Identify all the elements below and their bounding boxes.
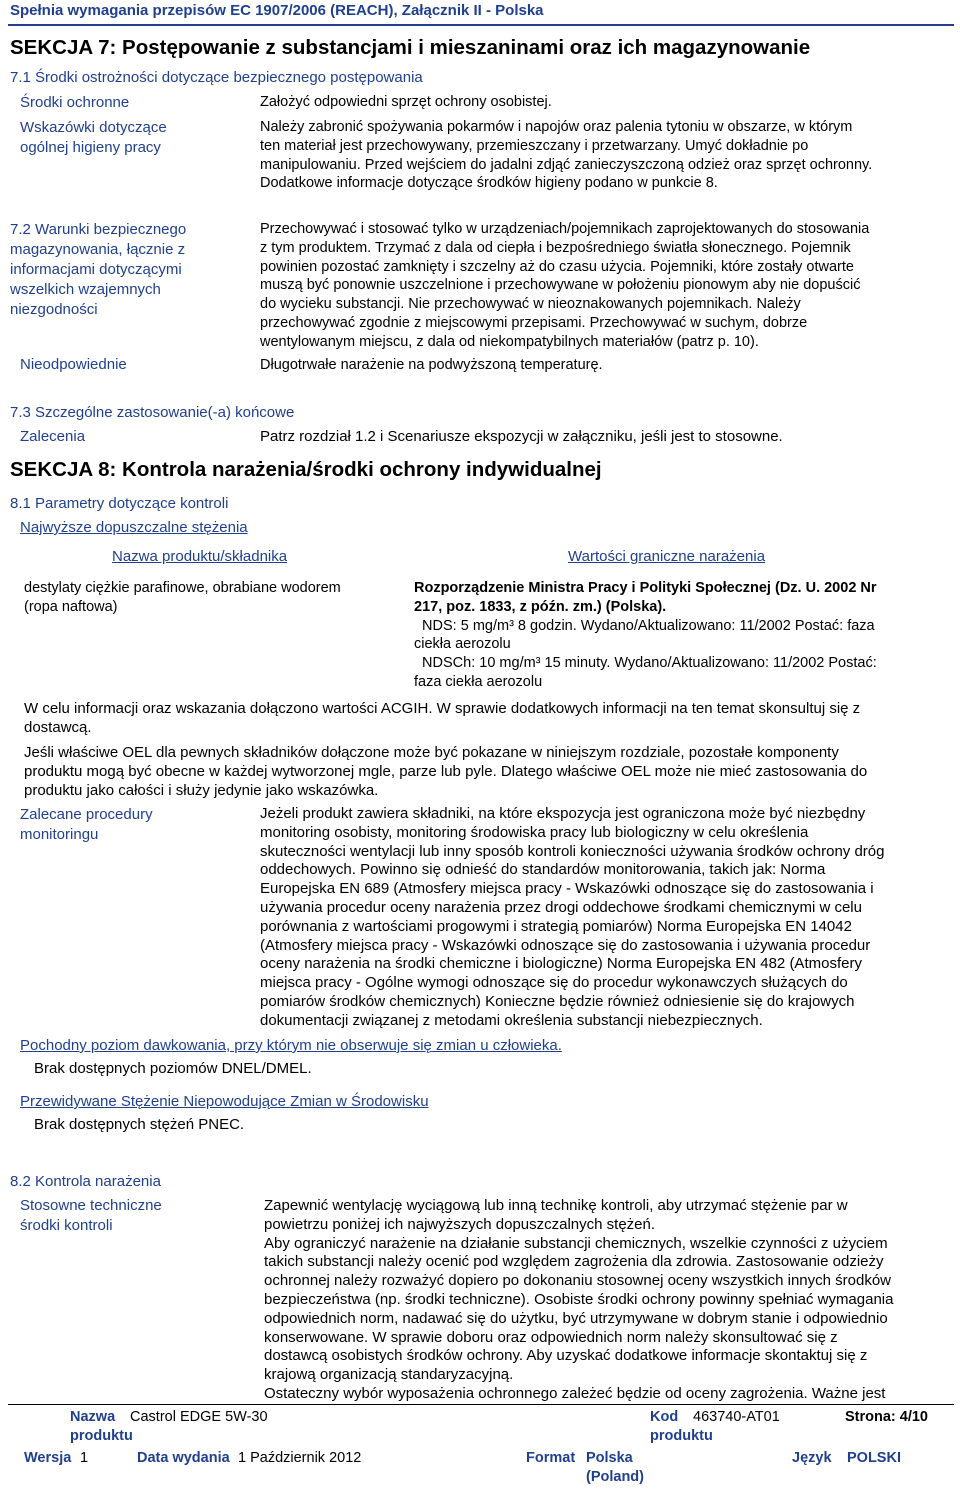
- storage-conditions-text: [260, 220, 869, 352]
- engineering-controls-text: [264, 1197, 893, 1404]
- footer-product-name-label: [70, 1408, 133, 1446]
- monitoring-text: [260, 805, 884, 1031]
- footer-format-label: Format: [526, 1450, 576, 1466]
- label-line: produktu: [650, 1428, 713, 1444]
- protective-measures-label: Środki ochronne: [20, 94, 130, 111]
- unsuitable-label: Nieodpowiednie: [20, 356, 127, 373]
- section-7-2-heading: [10, 220, 186, 320]
- footer-date: 1 Październik 2012: [238, 1450, 362, 1466]
- table-col-limits: Wartości graniczne narażenia: [568, 548, 766, 565]
- text-line: Przechowywać i stosować tylko w urządzeniach/pojemnikach zaprojektowanych do stosowania: [260, 221, 870, 237]
- dnel-text: Brak dostępnych poziomów DNEL/DMEL.: [34, 1060, 312, 1077]
- limit-value-line: NDS: 5 mg/m³ 8 godzin. Wydano/Aktualizowano: 11/2002 Postać: faza: [414, 617, 875, 634]
- footer-product-code: 463740-AT01: [693, 1409, 780, 1425]
- text-line: z tym produktem. Trzymać z dala od ciepła i bezpośredniego światła słonecznego. Pojemnik: [260, 239, 851, 256]
- text-line: używania procedur oceny narażenia przez drogi oddechowe środkami chemicznymi w celu: [260, 898, 862, 916]
- text-line: Jeśli właściwe OEL dla pewnych składników dołączone może być pokazane w niniejszym rozdziale, pozostałe komponenty: [24, 744, 839, 761]
- unsuitable-text: Długotrwałe narażenie na podwyższoną temperaturę.: [260, 357, 603, 373]
- text-line: produktu mogą być obecne w każdej wytworzonej mgle, parze lub pyle. Dlatego właściwe OEL może nie mieć zastosowania do: [24, 762, 868, 780]
- text-line: (ropa naftowa): [24, 598, 118, 615]
- limit-value-line: NDSCh: 10 mg/m³ 15 minuty. Wydano/Aktualizowano: 11/2002 Postać:: [414, 655, 877, 672]
- text-line: Należy zabronić spożywania pokarmów i napojów oraz palenia tytoniu w obszarze, w którym: [260, 119, 853, 135]
- label-line: Kod: [650, 1409, 679, 1425]
- text-line: produktu jako całości i służy jedynie jako wskazówka.: [24, 781, 379, 799]
- format-line: Polska: [586, 1450, 633, 1466]
- text-line: przechowywać zgodnie z miejscowymi przepisami. Przechowywać w suchym, dobrze: [260, 314, 808, 331]
- text-line: Europejska EN 689 (Atmosfery miejsca pracy - Wskazówki odnoszące się do zastosowania i: [260, 880, 874, 898]
- section-7-1-heading: 7.1 Środki ostrożności dotyczące bezpiecznego postępowania: [10, 69, 423, 86]
- label-line: Nazwa: [70, 1409, 116, 1425]
- section-7-3-heading: 7.3 Szczególne zastosowanie(-a) końcowe: [10, 404, 295, 421]
- protective-measures-text: Założyć odpowiedni sprzęt ochrony osobistej.: [260, 94, 552, 110]
- section-8-1-heading: 8.1 Parametry dotyczące kontroli: [10, 495, 229, 512]
- text-line: dostawcą.: [24, 718, 92, 736]
- section-7-title: SEKCJA 7: Postępowanie z substancjami i mieszaninami oraz ich magazynowanie: [10, 36, 811, 59]
- table-row-limits: [414, 579, 877, 692]
- footer-language: POLSKI: [847, 1450, 901, 1466]
- limit-value-line: faza ciekła aerozolu: [414, 673, 543, 690]
- text-line: bezpieczeństwa (np. środki techniczne). Osobiste środki ochrony powinny spełniać wymagania: [264, 1290, 894, 1308]
- footer-version-label: Wersja: [24, 1450, 72, 1466]
- monitoring-label: [20, 805, 153, 845]
- recommendations-label: Zalecenia: [20, 428, 86, 445]
- heading-line: informacjami dotyczącymi: [10, 261, 182, 278]
- format-line: (Poland): [586, 1469, 644, 1485]
- oel-heading: Najwyższe dopuszczalne stężenia: [20, 519, 248, 536]
- footer-product-name: Castrol EDGE 5W-30: [130, 1409, 268, 1425]
- footer-divider: [8, 1404, 954, 1405]
- label-line: Stosowne techniczne: [20, 1197, 162, 1214]
- text-line: W celu informacji oraz wskazania dołączono wartości ACGIH. W sprawie dodatkowych informacji na ten temat skonsultuj się z: [24, 700, 861, 717]
- hygiene-text: [260, 118, 872, 193]
- text-line: monitoring osobisty, monitoring środowiska pracy lub biologiczny w celu określenia: [260, 823, 809, 841]
- text-line: powietrzu poniżej ich najwyższych dopuszczalnych stężeń.: [264, 1215, 656, 1233]
- hygiene-label: [20, 118, 167, 158]
- text-line: muszą być ponownie uszczelnione i przechowywane w położeniu pionowym aby nie dopuścić: [260, 277, 861, 294]
- limit-value-line: ciekła aerozolu: [414, 636, 511, 653]
- text-line: powinien pozostać zamknięty i szczelny aż do czasu użycia. Pojemniki, które zostały otwarte: [260, 258, 854, 275]
- header-divider: [8, 24, 954, 26]
- footer-date-label: Data wydania: [137, 1450, 230, 1466]
- pnec-heading: Przewidywane Stężenie Niepowodujące Zmian w Środowisku: [20, 1093, 429, 1110]
- text-line: Aby ograniczyć narażenie na działanie substancji chemicznych, wszelkie czynności z użyciem: [264, 1234, 888, 1252]
- text-line: miejsca pracy - Ogólne wymogi odnoszące się do procedur wykonawczych służących do: [260, 974, 848, 992]
- label-line: środki kontroli: [20, 1217, 113, 1234]
- text-line: Dodatkowe informacje dotyczące środków higieny podano w punkcie 8.: [260, 175, 718, 192]
- text-line: do wycieku substancji. Nie przechowywać w nieoznakowanych pojemnikach. Należy: [260, 296, 801, 313]
- text-line: konserwowane. W sprawie doboru oraz odpowiednich norm należy skonsultować się z: [264, 1328, 838, 1346]
- text-line: dokumentacji związanej z metodami określenia substancji niebezpiecznych.: [260, 1011, 763, 1029]
- table-row-product-name: [24, 579, 341, 617]
- heading-line: 7.2 Warunki bezpiecznego: [10, 221, 187, 238]
- section-8-2-heading: 8.2 Kontrola narażenia: [10, 1173, 161, 1190]
- heading-line: niezgodności: [10, 301, 98, 318]
- section-8-title: SEKCJA 8: Kontrola narażenia/środki ochrony indywidualnej: [10, 458, 602, 481]
- text-line: skuteczności wentylacji lub inny sposób kontroli konieczności używania środków ochrony dróg: [260, 842, 885, 860]
- engineering-controls-label: [20, 1196, 162, 1236]
- text-line: Ostateczny wybór wyposażenia ochronnego zależeć będzie od oceny zagrożenia. Ważne jest: [264, 1384, 886, 1402]
- document-header: Spełnia wymagania przepisów EC 1907/2006 (REACH), Załącznik II - Polska: [10, 2, 544, 19]
- pnec-text: Brak dostępnych stężeń PNEC.: [34, 1116, 245, 1133]
- text-line: pomiarów środków chemicznych) Konieczne będzie również odniesienie się do krajowych: [260, 992, 855, 1010]
- text-line: odpowiednich norm, nadawać się do użytku, być utrzymywane w dobrym stanie i odpowiednio: [264, 1309, 888, 1327]
- text-line: wentylowanym miejscu, z dala od niekompatybilnych materiałów (patrz p. 10).: [260, 333, 759, 350]
- label-line: Zalecane procedury: [20, 806, 153, 823]
- text-line: oceny narażenia na środki chemiczne i biologiczne) Norma Europejska EN 482 (Atmosfery: [260, 955, 862, 973]
- hygiene-label-line: ogólnej higieny pracy: [20, 139, 161, 156]
- footer-format: [586, 1449, 644, 1487]
- footer-language-label: Język: [792, 1450, 832, 1466]
- text-line: oddechowych. Powinno się odnieść do standardów monitorowania, takich jak: Norma: [260, 861, 826, 879]
- footer-version: 1: [80, 1450, 89, 1466]
- table-col-product: Nazwa produktu/składnika: [112, 548, 288, 565]
- text-line: (Atmosfery miejsca pracy - Wskazówki odnoszące się do zastosowania i używania procedur: [260, 936, 871, 954]
- footer-page-number: Strona: 4/10: [845, 1409, 928, 1425]
- text-line: Zapewnić wentylację wyciągową lub inną technikę kontroli, aby utrzymać stężenie par w: [264, 1197, 848, 1214]
- acgih-note: [24, 700, 860, 738]
- recommendations-text: Patrz rozdział 1.2 i Scenariusze ekspozycji w załączniku, jeśli jest to stosowne.: [260, 428, 783, 445]
- text-line: takich substancji należy ocenić pod względem zagrożenia dla zdrowia. Zastosowanie odzieży: [264, 1253, 884, 1271]
- text-line: ten materiał jest przechowywany, przemieszczany i przetwarzany. Umyć dokładnie po: [260, 137, 809, 154]
- text-line: dostawcą osobistych środków ochrony. Aby uzyskać dodatkowe informacje skontaktuj się z: [264, 1347, 868, 1365]
- label-line: produktu: [70, 1428, 133, 1444]
- oel-note: [24, 744, 867, 800]
- text-line: krajową organizacją standaryzacyjną.: [264, 1366, 514, 1384]
- hygiene-label-line: Wskazówki dotyczące: [20, 119, 167, 136]
- dnel-heading: Pochodny poziom dawkowania, przy którym nie obserwuje się zmian u człowieka.: [20, 1037, 562, 1054]
- heading-line: wszelkich wzajemnych: [10, 281, 161, 298]
- text-line: porównania z wartościami progowymi i strategią pomiarów) Norma Europejska EN 14042: [260, 917, 852, 935]
- regulation-line: Rozporządzenie Ministra Pracy i Polityki Społecznej (Dz. U. 2002 Nr: [414, 580, 877, 596]
- regulation-line: 217, poz. 1833, z późn. zm.) (Polska).: [414, 598, 667, 615]
- text-line: ochronnej należy rozważyć dopiero po dokonaniu stosownej oceny wszystkich innych środków: [264, 1272, 891, 1290]
- heading-line: magazynowania, łącznie z: [10, 241, 186, 258]
- text-line: destylaty ciężkie parafinowe, obrabiane wodorem: [24, 580, 341, 596]
- text-line: Jeżeli produkt zawiera składniki, na które ekspozycja jest ograniczona może być niezbędny: [260, 805, 866, 822]
- label-line: monitoringu: [20, 826, 99, 843]
- text-line: manipulowaniu. Przed wejściem do jadalni zdjąć zanieczyszczoną odzież oraz sprzęt ochronny.: [260, 156, 873, 173]
